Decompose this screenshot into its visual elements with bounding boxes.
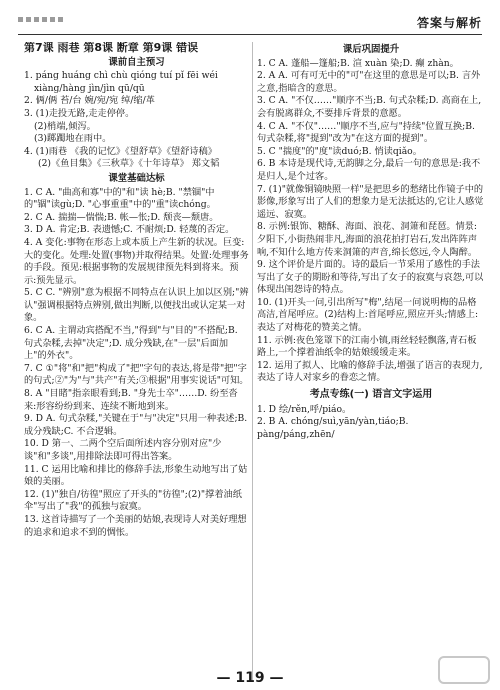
answer-item: 7. C ①"将"和"把"构成了"把"字句的表达,将是带"把"字的句式;②"为"与"共产"有关;③根据"用事实说话"可知。 <box>24 362 249 387</box>
answer-item: 13. 这首诗描写了一个美丽的姑娘,表现诗人对美好理想的追求和追求不到的惆怅。 <box>24 513 247 538</box>
header-decoration <box>18 17 63 22</box>
right-column <box>257 42 485 660</box>
answer-item: 3. D A. 肯定;B. 表遗憾;C. 不耐烦;D. 轻蔑的否定。 <box>24 224 235 236</box>
answer-item: 12. 运用了拟人、比喻的修辞手法,增强了语言的表现力,表达了诗人对家乡的眷恋之情。 <box>257 359 483 384</box>
page-number: — 119 — <box>216 670 284 686</box>
answer-item: 8. 示例:银饰、糖酥、海面、浪花、洞箫和琵琶。情景:夕阳下,小街热闹非凡,海面的浪花拍打岩石,发出阵阵声响,不知什么地方传来洞箫的声音,绵长悠远,令人陶醉。 <box>257 221 478 258</box>
answer-item: 4. C A. "不仅"……"顺序不当,应与"持续"位置互换;B. 句式杂糅,将"提到"改为"在这方面的提到"。 <box>257 120 475 145</box>
answer-line: 3. (1)走投无路,走走停停。 <box>24 107 135 119</box>
answer-item: 8. A "目睹"指亲眼看到;B. "身先士卒"……D. 纷至沓来:形容纷纷到来、连续不断地到来。 <box>24 388 238 412</box>
answer-item: 12. (1)"独自/彷徨"照应了开头的"彷徨";(2)"撑着油纸伞"写出了"我"的孤独与寂寞。 <box>24 488 242 513</box>
answer-item: 5. C "揣度"的"度"读duó;B. 悄读qiǎo。 <box>257 145 422 157</box>
left-column <box>24 42 249 660</box>
answer-item: 9. D A. 句式杂糅,"关键在于"与"决定"只用一种表述;B. 成分残缺;C. 不合逻辑。 <box>24 413 248 437</box>
answer-item: 1. C A. 蓬船—篷船;B. 渲 xuàn 染;D. 癫 zhàn。 <box>257 57 459 69</box>
answer-line: (2)梢端,倾泻。 <box>34 120 96 132</box>
section-heading-improve: 课后巩固提升 <box>342 44 400 55</box>
answer-item: 1. C A. "曲高和寡"中的"和"读 hè;B. "禁锢"中的"锢"读gù;D. "心事重重"中的"重"读chóng。 <box>24 186 216 211</box>
section-heading-preview: 课前自主预习 <box>108 56 165 68</box>
answer-item: 5. C C. "辨别"意为根据不同特点在认识上加以区别;"辨认"强调根据特点辨别,做出判断,以便找出或认定某一对象。 <box>24 287 249 324</box>
section-heading-basic: 课堂基础达标 <box>108 172 165 184</box>
answer-item: 6. C A. 主谓动宾搭配不当,"得到"与"目的"不搭配;B. 句式杂糅,去掉"决定";D. 成分残缺,在"一层"后面加上"的外衣"。 <box>24 325 238 362</box>
header-rule <box>18 34 482 35</box>
answer-line: (3)踯躅地在雨中。 <box>34 133 112 145</box>
answer-item: 2. B A. chóng/suì,yān/yàn,tiáo;B. pàng/páng,zhēn/ <box>257 416 409 440</box>
answer-item: 4. A 变化:事物在形态上或本质上产生新的状况。巨变:大的变化。处理:处置(事物)并取得结果。处置:处理事务的手段。预见:根据事物的发展规律预先料到将来。预示:预先显示。 <box>24 236 249 286</box>
answer-item: 2. C A. 揣揣—惴惴;B. 帐—怅;D. 颓丧—颓唐。 <box>24 211 219 223</box>
answer-item: 10. D 第一、二两个空后面所述内容分别对应"少谈"和"多谈",用排除法即可得出答案。 <box>24 438 222 462</box>
answer-line: 1. páng huáng chì chù qióng tuí pǐ fēi wéi <box>24 70 218 82</box>
page-header <box>18 14 482 36</box>
lesson-title: 第7课 雨巷 第8课 断章 第9课 错误 <box>24 42 199 54</box>
answer-item: 3. C A. "不仅……"顺序不当;B. 句式杂糅;D. 高商在上,会有脱离群众,不要排斥背景的意愿。 <box>257 95 482 119</box>
answer-item: 11. C 运用比喻和排比的修辞手法,形象生动地写出了姑娘的美丽。 <box>24 463 248 488</box>
answer-item: 2. A A. 可有可无中的"可"在这里的意思是可以;B. 言外之意,指暗含的意思。 <box>257 70 481 94</box>
answer-item: 10. (1)开头一问,引出所写"梅",结尾一问说明梅的品格高洁,首尾呼应。(2)结构上:首尾呼应,照应开头;情感上:表达了对梅花的赞美之情。 <box>257 296 479 334</box>
topic-heading: 考点专练(一) 语言文字运用 <box>309 389 433 401</box>
answer-item: 7. (1)"就像铜镜映照一样"是把思乡的愁绪比作镜子中的影像,形象写出了人们的想象力是无法抵达的,它让人感觉遥远、寂寞。 <box>257 183 484 220</box>
answer-line: 2. 俩/俩 苔/台 婉/宛/宛 绰/缩/革 <box>24 95 155 107</box>
header-title: 答案与解析 <box>416 16 482 30</box>
watermark-logo <box>438 656 490 684</box>
answer-item: 9. 这个评价是片面的。诗的最后一节采用了感性的手法写出了女子的期盼和等待,写出了女子的寂寞与哀怨,可以体现出闺怨诗的特点。 <box>257 259 484 296</box>
answer-line: 4. (1)雨巷 《我的记忆》《望舒草》《望舒诗稿》 <box>24 145 217 157</box>
answer-line: xiàng/hàng jìn/jìn qū/qū <box>34 82 145 94</box>
answer-line: (2)《鱼目集》《三秋草》《十年诗草》 郑文韬 <box>38 158 220 170</box>
answer-item: 6. B 本诗是现代诗,无韵脚之分,最后一句的意思是:我不是归人,是个过客。 <box>257 158 481 182</box>
answer-item: 11. 示例:夜色笼罩下的江南小镇,雨丝轻轻飘落,青石板路上,一个撑着油纸伞的姑娘缓缓走来。 <box>257 334 477 359</box>
answer-item: 1. D 绘/rěn,呼/piáo。 <box>257 403 352 415</box>
column-divider <box>252 42 253 682</box>
